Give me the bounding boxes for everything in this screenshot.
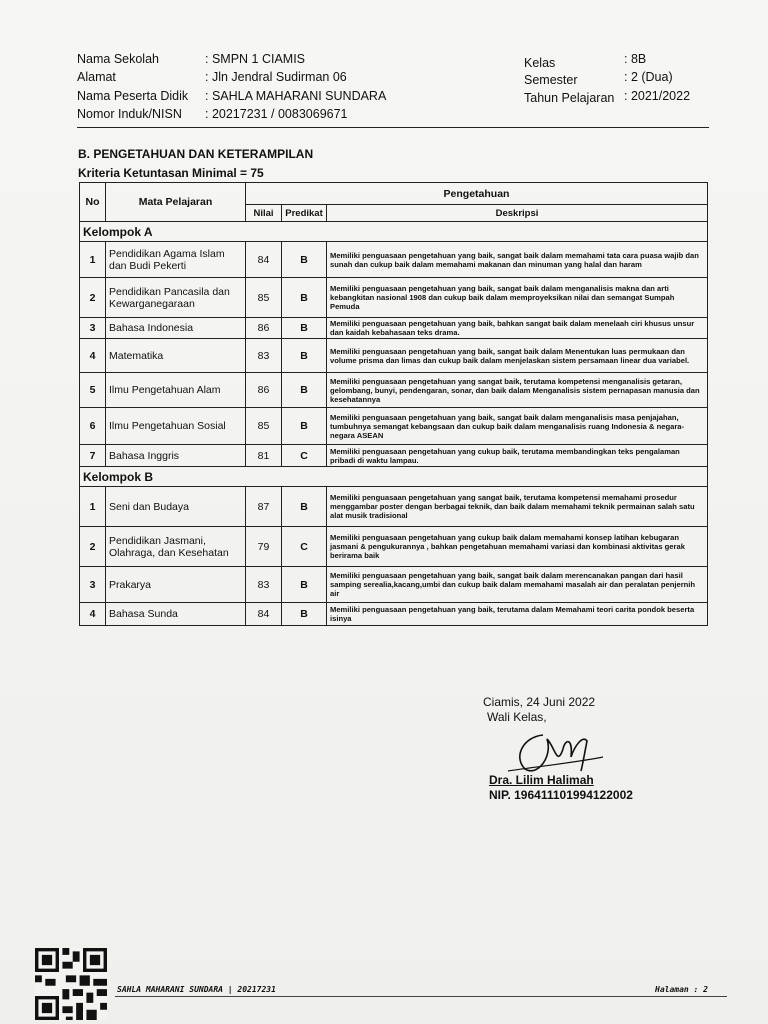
group-label: Kelompok A xyxy=(80,222,708,242)
description: Memiliki penguasaan pengetahuan yang sangat baik, terutama kompetensi memahami prosedur menggambar poster dengan berbagai teknik, dan baik dalam memahami teknik permainan salah satu alat musik tradisional xyxy=(327,487,708,527)
table-row xyxy=(80,527,708,567)
description: Memiliki penguasaan pengetahuan yang cukup baik dalam memahami konsep latihan kebugaran jasmani & pengukurannya , bahkan pengetahuan memahami variasi dan kombinasi aktivitas gerak berirama baik xyxy=(327,527,708,567)
description: Memiliki penguasaan pengetahuan yang sangat baik, terutama kompetensi menganalisis getaran, gelombang, bunyi, pendengaran, sonar, dan baik dalam Menganalisis sistem pernapasan manusia dan kesehatannya xyxy=(327,373,708,408)
grade-letter: B xyxy=(282,603,327,626)
table-row xyxy=(80,339,708,373)
table-row xyxy=(80,278,708,318)
subject-name: Matematika xyxy=(106,339,246,373)
grade-letter: B xyxy=(282,567,327,603)
score: 84 xyxy=(246,242,282,278)
handwritten-signature xyxy=(503,727,613,777)
grade-letter: B xyxy=(282,408,327,445)
description: Memiliki penguasaan pengetahuan yang baik, sangat baik dalam menganalisis masa penjajahan, tumbuhnya semangat kebangsaan dan cukup baik dalam menganalisis ruang Indonesia & negara-negara ASEAN xyxy=(327,408,708,445)
row-number: 5 xyxy=(80,373,106,408)
score: 87 xyxy=(246,487,282,527)
score: 79 xyxy=(246,527,282,567)
header-divider xyxy=(77,127,709,128)
table-row xyxy=(80,242,708,278)
row-number: 6 xyxy=(80,408,106,445)
grade-letter: B xyxy=(282,487,327,527)
description: Memiliki penguasaan pengetahuan yang baik, sangat baik dalam Menentukan luas permukaan dan volume prisma dan limas dan cukup baik dalam menjelaskan sistem persamaan linear dua variabel. xyxy=(327,339,708,373)
score: 85 xyxy=(246,408,282,445)
row-number: 2 xyxy=(80,278,106,318)
footer-student: SAHLA MAHARANI SUNDARA | 20217231 xyxy=(117,985,276,994)
subject-name: Prakarya xyxy=(106,567,246,603)
subject-name: Ilmu Pengetahuan Alam xyxy=(106,373,246,408)
group-label: Kelompok B xyxy=(80,467,708,487)
col-header-nilai: Nilai xyxy=(246,205,282,222)
description: Memiliki penguasaan pengetahuan yang baik, bahkan sangat baik dalam menelaah ciri khusus unsur dan kaidah kebahasaan teks drama. xyxy=(327,318,708,339)
description: Memiliki penguasaan pengetahuan yang baik, sangat baik dalam memahami tata cara puasa wajib dan sunah dan cukup baik dalam memahami makanan dan minuman yang halal dan haram xyxy=(327,242,708,278)
row-number: 4 xyxy=(80,339,106,373)
table-row xyxy=(80,318,708,339)
row-number: 2 xyxy=(80,527,106,567)
score: 84 xyxy=(246,603,282,626)
signer-role: Wali Kelas, xyxy=(487,710,547,724)
score: 86 xyxy=(246,373,282,408)
grade-letter: C xyxy=(282,445,327,467)
grade-letter: B xyxy=(282,339,327,373)
footer-page-number: Halaman : 2 xyxy=(655,985,708,994)
grade-letter: B xyxy=(282,318,327,339)
score: 81 xyxy=(246,445,282,467)
signer-nip: NIP. 196411101994122002 xyxy=(489,788,633,802)
col-header-mapel: Mata Pelajaran xyxy=(106,183,246,222)
subject-name: Ilmu Pengetahuan Sosial xyxy=(106,408,246,445)
row-number: 3 xyxy=(80,567,106,603)
section-title: B. PENGETAHUAN DAN KETERAMPILAN xyxy=(78,147,314,161)
grade-letter: B xyxy=(282,373,327,408)
group-row xyxy=(80,467,708,487)
row-number: 1 xyxy=(80,487,106,527)
grades-body xyxy=(80,222,708,626)
col-header-no: No xyxy=(80,183,106,222)
table-row xyxy=(80,445,708,467)
score: 86 xyxy=(246,318,282,339)
row-number: 7 xyxy=(80,445,106,467)
report-card-page: Nama Sekolah : SMPN 1 CIAMIS Kelas : 8B Alamat : Jln Jendral Sudirman 06 Semester : 2 (Dua) Nama Peserta Didik : SAHLA MAHARANI SUNDARA Tahun Pelajaran : 2021/2022 Nomor Induk/NISN : 20217231 / 0083069671 B. PENGETAHUAN DAN KETERAMPILAN Kriteria Ketuntasan Minimal = 75 No Mata Pelajaran Pengetahuan Nilai Predikat Deskripsi Kelompok A 1 Pendidikan Agama Islam dan Budi Pekerti 84 B Memiliki penguasaan pengetahuan yang baik, sangat baik dalam memahami tata cara puasa wajib dan sunah dan cukup baik dalam memahami makanan dan minuman yang halal dan haram 2 Pendidikan Pancasila dan Kewarganegaraan 85 B Memiliki penguasaan pengetahuan yang baik, sangat baik dalam menganalisis makna dan arti kebangkitan nasional 1908 dan cukup baik dalam memproyeksikan nilai dan semangat Sumpah Pemuda 3 Bahasa Indonesia 86 B Memiliki penguasaan pengetahuan yang baik, bahkan sangat baik dalam menelaah ciri khusus unsur dan kaidah kebahasaan teks drama. 4 Matematika 83 B Memiliki penguasaan pengetahuan yang baik, sangat baik dalam Menentukan luas permukaan dan volume prisma dan limas dan cukup baik dalam menjelaskan sistem persamaan linear dua variabel. 5 Ilmu Pengetahuan Alam 86 B Memiliki penguasaan pengetahuan yang sangat baik, terutama kompetensi menganalisis getaran, gelombang, bunyi, pendengaran, sonar, dan baik dalam Menganalisis sistem pernapasan manusia dan kesehatannya 6 Ilmu Pengetahuan Sosial 85 B Memiliki penguasaan pengetahuan yang baik, sangat baik dalam menganalisis masa penjajahan, tumbuhnya semangat kebangsaan dan cukup baik dalam menganalisis ruang Indonesia & negara-negara ASEAN 7 Bahasa Inggris 81 C Memiliki penguasaan pengetahuan yang cukup baik, terutama membandingkan teks pengalaman pribadi di waktu lampau. Kelompok B 1 Seni dan Budaya 87 B Memiliki penguasaan pengetahuan yang sangat baik, terutama kompetensi memahami prosedur menggambar poster dengan berbagai teknik, dan baik dalam memahami teknik permainan salah satu alat musik tradisional 2 Pendidikan Jasmani, Olahraga, dan Kesehatan 79 C Memiliki penguasaan pengetahuan yang cukup baik dalam memahami konsep latihan kebugaran jasmani & pengukurannya , bahkan pengetahuan memahami variasi dan kombinasi aktivitas gerak berirama baik 3 Prakarya 83 B Memiliki penguasaan pengetahuan yang baik, sangat baik dalam merencanakan pangan dari hasil samping serealia,kacang,umbi dan cukup baik dalam memahami masalah air dan peralatan penjernih air 4 Bahasa Sunda 84 B Memiliki penguasaan pengetahuan yang baik, terutama dalam Memahami teori carita pondok beserta isinya Ciamis, 24 Juni 2022 Wali Kelas, Dra. Lilim Halimah NIP. 196411101994122002 SAHLA MAHARANI SUNDARA | 20217231 Halaman : 2 xyxy=(0,0,768,1024)
score: 83 xyxy=(246,567,282,603)
row-number: 3 xyxy=(80,318,106,339)
subject-name: Seni dan Budaya xyxy=(106,487,246,527)
subject-name: Bahasa Indonesia xyxy=(106,318,246,339)
col-header-deskripsi: Deskripsi xyxy=(327,205,708,222)
table-row xyxy=(80,603,708,626)
subject-name: Bahasa Inggris xyxy=(106,445,246,467)
description: Memiliki penguasaan pengetahuan yang baik, sangat baik dalam menganalisis makna dan arti kebangkitan nasional 1908 dan cukup baik dalam memproyeksikan nilai dan semangat Sumpah Pemuda xyxy=(327,278,708,318)
grade-letter: B xyxy=(282,278,327,318)
grade-letter: B xyxy=(282,242,327,278)
description: Memiliki penguasaan pengetahuan yang cukup baik, terutama membandingkan teks pengalaman pribadi di waktu lampau. xyxy=(327,445,708,467)
signer-name: Dra. Lilim Halimah xyxy=(489,773,594,787)
place-date: Ciamis, 24 Juni 2022 xyxy=(483,695,596,709)
col-header-pengetahuan: Pengetahuan xyxy=(246,183,708,205)
grades-table xyxy=(79,182,708,626)
table-row xyxy=(80,487,708,527)
kkm-label: Kriteria Ketuntasan Minimal = 75 xyxy=(78,166,264,180)
score: 85 xyxy=(246,278,282,318)
row-number: 4 xyxy=(80,603,106,626)
table-row xyxy=(80,408,708,445)
score: 83 xyxy=(246,339,282,373)
subject-name: Pendidikan Pancasila dan Kewarganegaraan xyxy=(106,278,246,318)
description: Memiliki penguasaan pengetahuan yang baik, sangat baik dalam merencanakan pangan dari hasil samping serealia,kacang,umbi dan cukup baik dalam memahami masalah air dan peralatan penjernih air xyxy=(327,567,708,603)
subject-name: Bahasa Sunda xyxy=(106,603,246,626)
footer-divider xyxy=(115,996,727,997)
group-row xyxy=(80,222,708,242)
qr-code-icon xyxy=(35,948,107,1020)
table-row xyxy=(80,373,708,408)
row-number: 1 xyxy=(80,242,106,278)
description: Memiliki penguasaan pengetahuan yang baik, terutama dalam Memahami teori carita pondok beserta isinya xyxy=(327,603,708,626)
grade-letter: C xyxy=(282,527,327,567)
col-header-predikat: Predikat xyxy=(282,205,327,222)
table-row xyxy=(80,567,708,603)
subject-name: Pendidikan Agama Islam dan Budi Pekerti xyxy=(106,242,246,278)
subject-name: Pendidikan Jasmani, Olahraga, dan Kesehatan xyxy=(106,527,246,567)
